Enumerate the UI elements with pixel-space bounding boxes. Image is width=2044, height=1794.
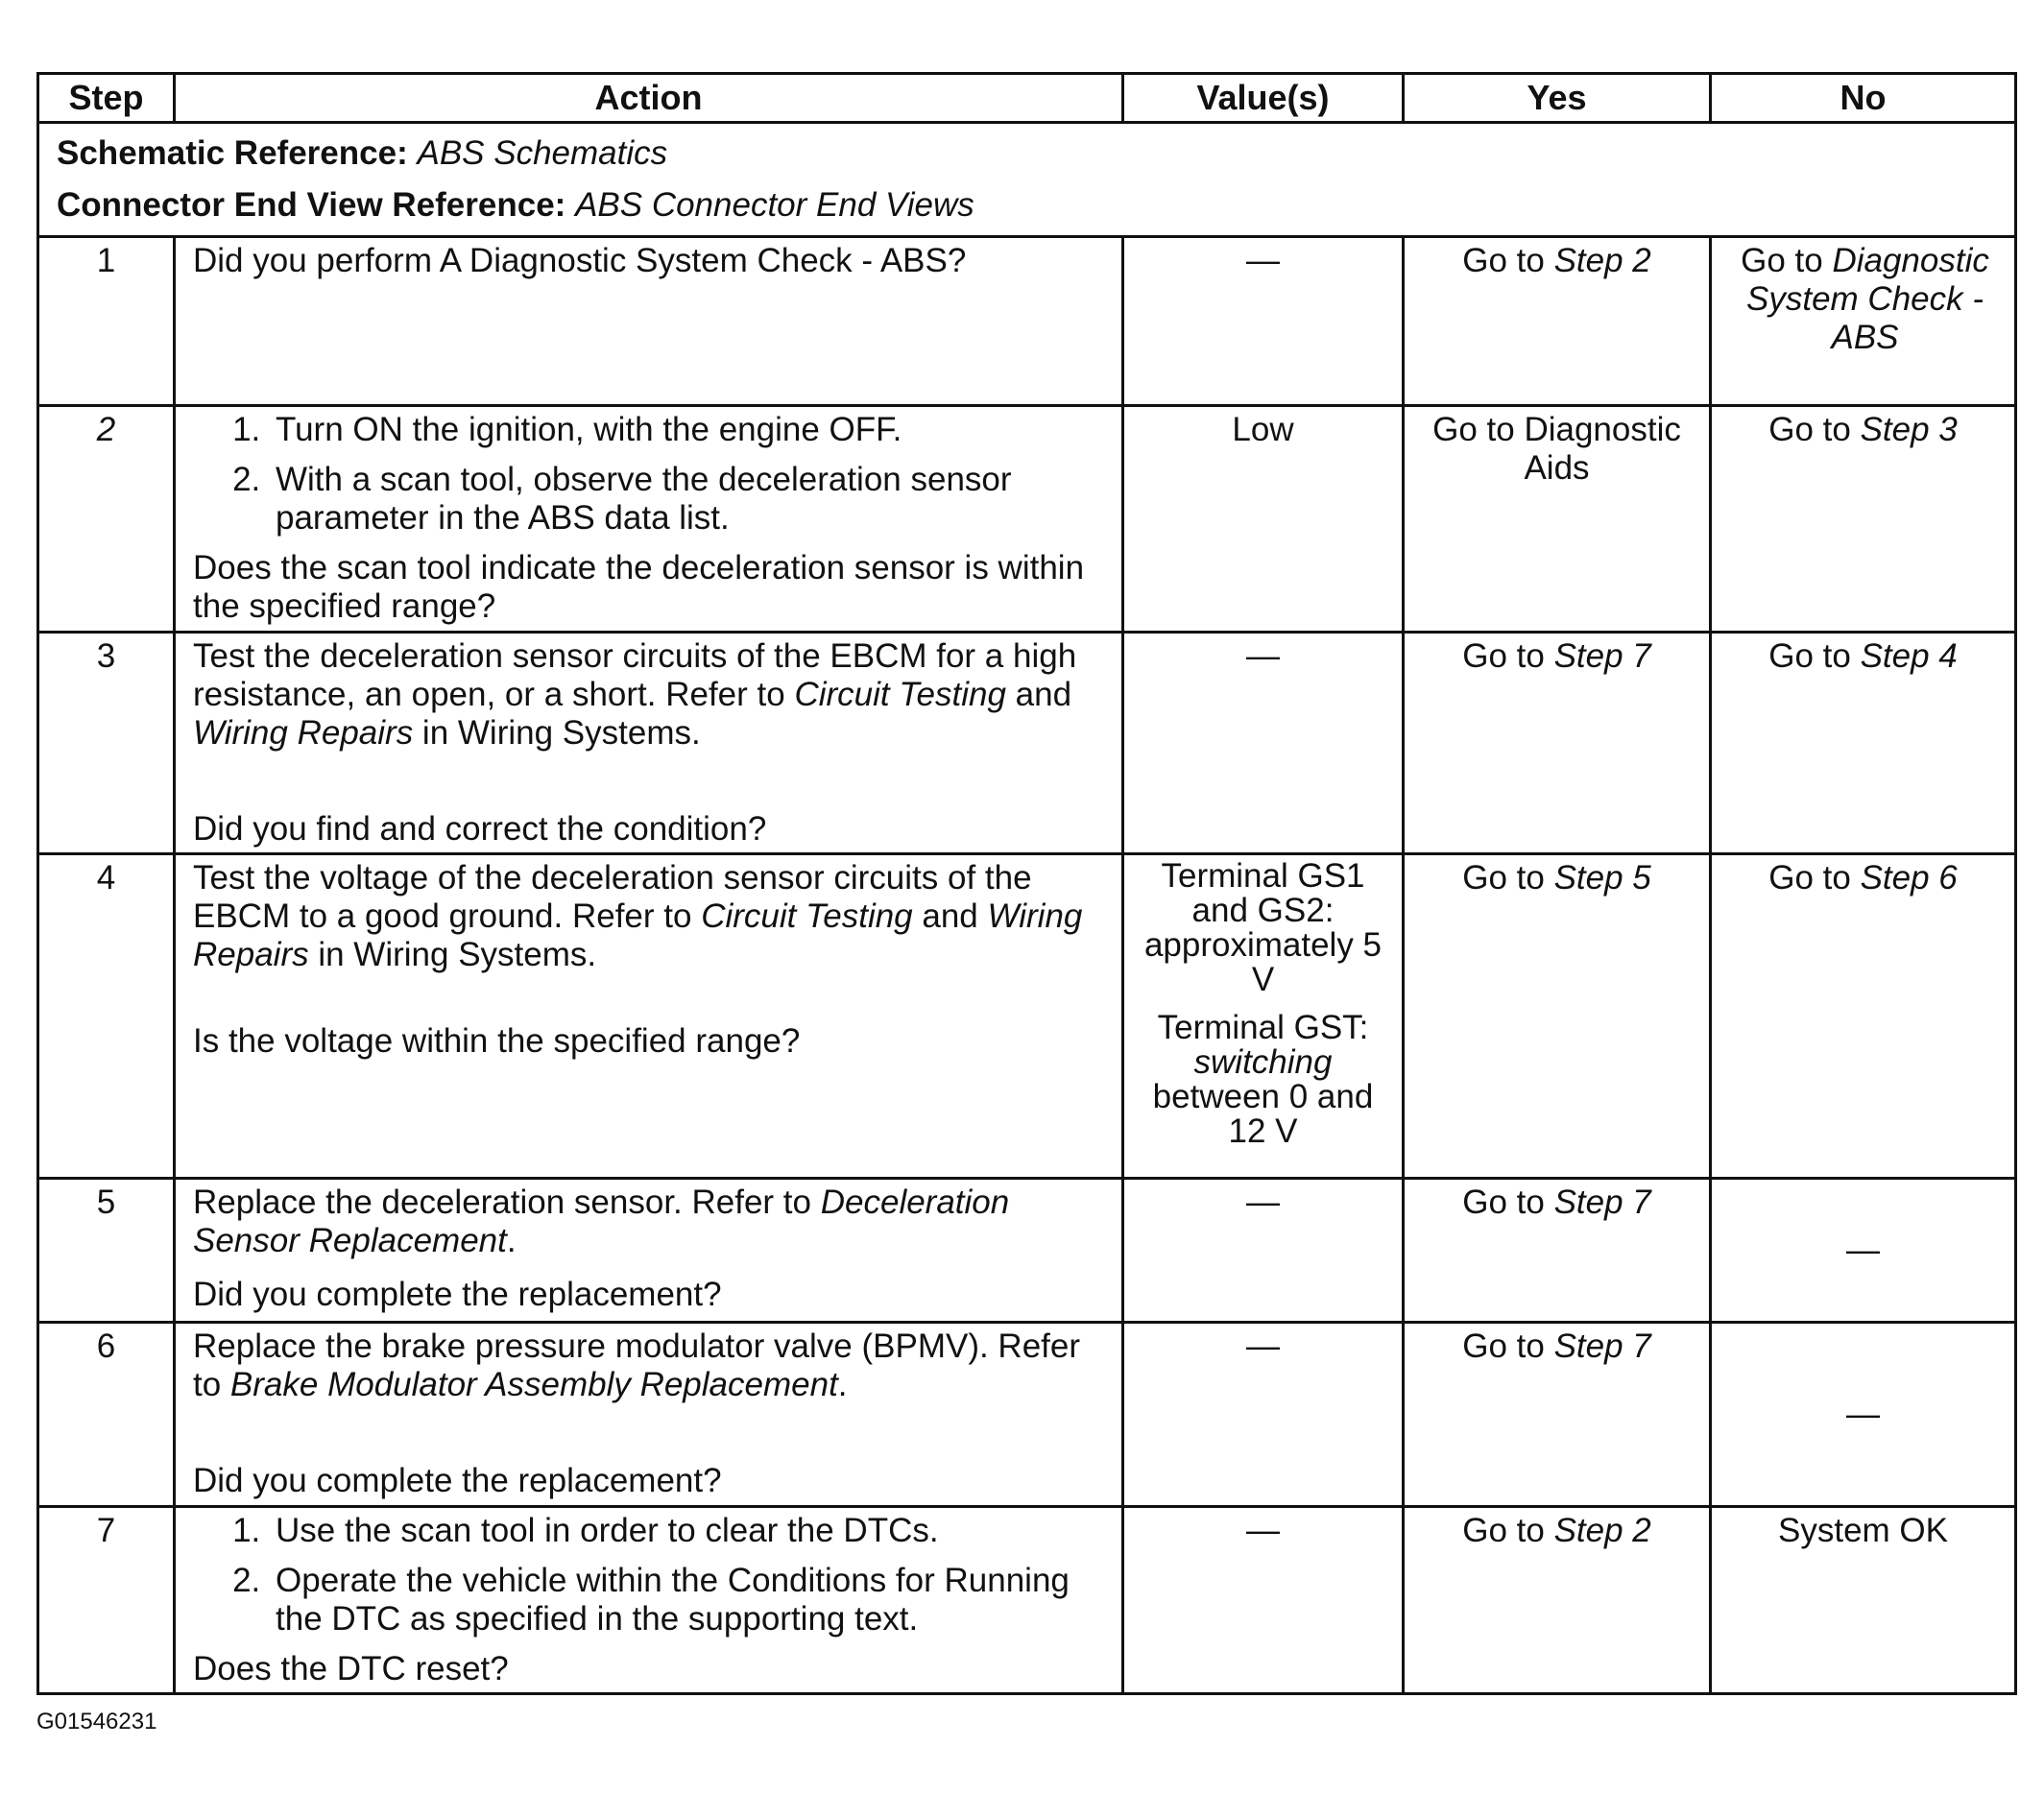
- action-cell: [175, 633, 1123, 854]
- yes-cell: [1404, 406, 1711, 633]
- table-row: [38, 854, 2016, 1179]
- table-row: [38, 1507, 2016, 1694]
- value-cell: —: [1123, 1507, 1404, 1694]
- action-question: Does the DTC reset?: [193, 1650, 509, 1687]
- list-item: 1. Turn ON the ignition, with the engine OFF.: [270, 411, 1104, 449]
- reference-cell: [38, 123, 2016, 237]
- action-question: Does the scan tool indicate the deceleration sensor is within the specified range?: [193, 549, 1085, 625]
- action-question: Did you perform A Diagnostic System Check - ABS?: [193, 242, 967, 279]
- value-cell: —: [1123, 237, 1404, 406]
- circuit-testing-link[interactable]: Circuit Testing: [701, 897, 913, 935]
- header-step: Step: [38, 74, 175, 123]
- connector-reference: Connector End View Reference: ABS Connector End Views: [57, 186, 974, 224]
- yes-cell: Go to Step 5: [1404, 854, 1711, 1179]
- yes-link[interactable]: Step 5: [1553, 859, 1651, 897]
- value-gs1-gs2: Terminal GS1 and GS2: approximately 5 V: [1143, 857, 1383, 998]
- table-row: [38, 1179, 2016, 1323]
- wiring-repairs-link[interactable]: Wiring Repairs: [193, 714, 414, 752]
- action-question: Did you complete the replacement?: [193, 1276, 722, 1313]
- no-cell: Go to Step 3: [1711, 406, 2016, 633]
- circuit-testing-link[interactable]: Circuit Testing: [794, 676, 1006, 713]
- step-number: 6: [38, 1323, 175, 1507]
- no-link[interactable]: Diagnostic System Check - ABS: [1746, 242, 1989, 356]
- step-number: 5: [38, 1179, 175, 1323]
- deceleration-sensor-replacement-link[interactable]: Deceleration Sensor Replacement: [193, 1184, 1010, 1259]
- action-question: Did you find and correct the condition?: [193, 810, 767, 848]
- action-question: Is the voltage within the specified range?: [193, 1022, 801, 1060]
- header-no: No: [1711, 74, 2016, 123]
- action-text: Test the deceleration sensor circuits of the EBCM for a high resistance, an open, or a short. Refer to Circuit Testing and Wiring Repairs in Wiring Systems.: [193, 637, 1077, 752]
- no-link[interactable]: Step 3: [1860, 411, 1958, 448]
- list-item: 2. Operate the vehicle within the Conditions for Running the DTC as specified in the supporting text.: [270, 1562, 1104, 1639]
- action-steps: [193, 1512, 1104, 1639]
- no-link[interactable]: Step 6: [1860, 859, 1958, 897]
- no-link[interactable]: Step 4: [1860, 637, 1958, 675]
- yes-cell: Go to Step 7: [1404, 633, 1711, 854]
- diagnostic-table-container: [36, 72, 2014, 1695]
- action-cell: [175, 854, 1123, 1179]
- no-cell: System OK: [1711, 1507, 2016, 1694]
- diagnostic-table: [36, 72, 2017, 1695]
- yes-link[interactable]: Step 7: [1553, 637, 1651, 675]
- no-cell: —: [1711, 1179, 2016, 1323]
- yes-cell: Go to Step 7: [1404, 1323, 1711, 1507]
- no-cell: Go to Step 4: [1711, 633, 2016, 854]
- value-cell: —: [1123, 1323, 1404, 1507]
- schematic-reference-link[interactable]: ABS Schematics: [417, 134, 668, 172]
- yes-cell: Go to Step 2: [1404, 237, 1711, 406]
- header-values: Value(s): [1123, 74, 1404, 123]
- value-cell: —: [1123, 1179, 1404, 1323]
- step-number: 7: [38, 1507, 175, 1694]
- value-cell: Low: [1123, 406, 1404, 633]
- header-row: [38, 74, 2016, 123]
- no-cell: Go to Diagnostic System Check - ABS: [1711, 237, 2016, 406]
- list-item: 1. Use the scan tool in order to clear the DTCs.: [270, 1512, 1104, 1550]
- wiring-repairs-link[interactable]: Wiring Repairs: [193, 897, 1083, 973]
- list-item: 2. With a scan tool, observe the deceleration sensor parameter in the ABS data list.: [270, 461, 1104, 538]
- action-cell: [175, 1507, 1123, 1694]
- step-number: 3: [38, 633, 175, 854]
- action-cell: [175, 1179, 1123, 1323]
- yes-link[interactable]: Step 2: [1553, 1512, 1651, 1549]
- value-cell: [1123, 854, 1404, 1179]
- no-cell: Go to Step 6: [1711, 854, 2016, 1179]
- header-yes: Yes: [1404, 74, 1711, 123]
- table-row: [38, 633, 2016, 854]
- action-text: Test the voltage of the deceleration sensor circuits of the EBCM to a good ground. Refer to Circuit Testing and Wiring Repairs in Wiring Systems.: [193, 859, 1083, 973]
- action-question: Did you complete the replacement?: [193, 1462, 722, 1499]
- yes-link[interactable]: Step 2: [1553, 242, 1651, 279]
- value-cell: —: [1123, 633, 1404, 854]
- action-cell: [175, 1323, 1123, 1507]
- reference-row: [38, 123, 2016, 237]
- yes-link[interactable]: Go to Diagnostic Aids: [1432, 411, 1681, 487]
- action-cell: [175, 406, 1123, 633]
- step-number: 2: [38, 406, 175, 633]
- schematic-reference: Schematic Reference: ABS Schematics: [57, 134, 668, 172]
- header-action: Action: [175, 74, 1123, 123]
- action-steps: [193, 411, 1104, 538]
- figure-id: G01546231: [36, 1709, 157, 1734]
- step-number: 4: [38, 854, 175, 1179]
- action-text: Replace the deceleration sensor. Refer to Deceleration Sensor Replacement.: [193, 1184, 1010, 1259]
- table-row: [38, 237, 2016, 406]
- yes-cell: Go to Step 2: [1404, 1507, 1711, 1694]
- brake-modulator-replacement-link[interactable]: Brake Modulator Assembly Replacement: [229, 1366, 838, 1403]
- connector-reference-link[interactable]: ABS Connector End Views: [575, 186, 974, 224]
- table-row: [38, 1323, 2016, 1507]
- yes-link[interactable]: Step 7: [1553, 1184, 1651, 1221]
- value-gst: Terminal GST: switching between 0 and 12 V: [1152, 1009, 1374, 1150]
- action-text: Replace the brake pressure modulator valve (BPMV). Refer to Brake Modulator Assembly Replacement.: [193, 1328, 1081, 1403]
- action-cell: [175, 237, 1123, 406]
- yes-link[interactable]: Step 7: [1553, 1328, 1651, 1365]
- step-number: 1: [38, 237, 175, 406]
- yes-cell: Go to Step 7: [1404, 1179, 1711, 1323]
- no-cell: —: [1711, 1323, 2016, 1507]
- table-row: [38, 406, 2016, 633]
